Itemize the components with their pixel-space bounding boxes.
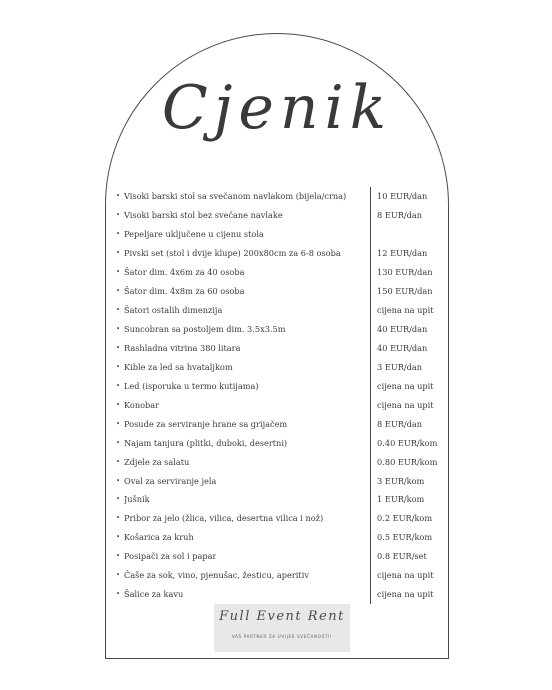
bullet-icon: • <box>116 457 121 466</box>
bullet-icon: • <box>116 381 121 390</box>
item-label: Košarica za kruh <box>124 532 194 543</box>
list-item <box>116 282 446 301</box>
bullet-icon: • <box>116 590 121 599</box>
brand-logo <box>214 604 350 652</box>
item-label: Konobar <box>124 399 160 410</box>
bullet-icon: • <box>116 571 121 580</box>
item-label: Šator dim. 4x8m za 60 osoba <box>124 286 245 297</box>
item-cell <box>116 191 363 201</box>
item-cell <box>116 476 363 486</box>
item-label: Suncobran sa postoljem dim. 3.5x3.5m <box>124 324 286 335</box>
list-item <box>116 301 446 320</box>
item-cell <box>116 570 363 580</box>
item-price: 0.5 EUR/kom <box>377 532 433 543</box>
list-item <box>116 244 446 263</box>
bullet-icon: • <box>116 287 121 296</box>
item-price: 0.40 EUR/kom <box>377 437 438 448</box>
item-cell <box>116 532 363 542</box>
item-cell <box>116 381 363 391</box>
item-label: Visoki barski stol bez svečane navlake <box>124 210 283 221</box>
item-cell <box>116 324 363 334</box>
item-price: 1 EUR/kom <box>377 494 425 505</box>
item-price: 40 EUR/dan <box>377 324 428 335</box>
item-label: Pivski set (stol i dvije klupe) 200x80cm za 6-8 osoba <box>124 248 341 259</box>
item-cell <box>116 438 363 448</box>
item-cell <box>116 589 363 599</box>
item-label: Kible za led sa hvataljkom <box>124 361 233 372</box>
item-cell <box>116 286 363 296</box>
item-price: 130 EUR/dan <box>377 267 433 278</box>
item-cell <box>116 551 363 561</box>
item-cell <box>116 210 363 220</box>
item-price: 40 EUR/dan <box>377 342 428 353</box>
item-label: Najam tanjura (plitki, duboki, desertni) <box>124 437 288 448</box>
logo-name: Full Event Rent <box>219 609 345 624</box>
page-title: Cjenik <box>161 73 393 143</box>
item-label: Visoki barski stol sa svečanom navlakom (bijela/crna) <box>124 191 347 202</box>
bullet-icon: • <box>116 325 121 334</box>
list-item <box>116 414 446 433</box>
list-item <box>116 509 446 528</box>
item-price: 10 EUR/dan <box>377 191 428 202</box>
bullet-icon: • <box>116 192 121 201</box>
bullet-icon: • <box>116 400 121 409</box>
item-cell <box>116 457 363 467</box>
list-item <box>116 187 446 206</box>
bullet-icon: • <box>116 419 121 428</box>
item-cell <box>116 400 363 410</box>
item-label: Oval za serviranje jela <box>124 475 217 486</box>
list-item <box>116 376 446 395</box>
item-price: 8 EUR/dan <box>377 418 423 429</box>
bullet-icon: • <box>116 343 121 352</box>
list-item <box>116 339 446 358</box>
list-item <box>116 452 446 471</box>
item-price: cijena na upit <box>377 570 434 581</box>
list-item <box>116 566 446 585</box>
item-cell <box>116 267 363 277</box>
bullet-icon: • <box>116 495 121 504</box>
item-label: Šator dim. 4x6m za 40 osoba <box>124 267 245 278</box>
item-label: Šatori ostalih dimenzija <box>124 305 223 316</box>
item-label: Jušnik <box>124 494 150 505</box>
item-label: Posude za serviranje hrane sa grijačem <box>124 418 288 429</box>
item-price: 12 EUR/dan <box>377 248 428 259</box>
bullet-icon: • <box>116 476 121 485</box>
list-item <box>116 528 446 547</box>
item-cell <box>116 494 363 504</box>
item-price: cijena na upit <box>377 305 434 316</box>
item-cell <box>116 248 363 258</box>
item-cell <box>116 513 363 523</box>
bullet-icon: • <box>116 249 121 258</box>
bullet-icon: • <box>116 268 121 277</box>
item-label: Čaše za sok, vino, pjenušac, žesticu, aperitiv <box>124 570 309 581</box>
item-cell <box>116 343 363 353</box>
item-price: cijena na upit <box>377 589 434 600</box>
item-price: cijena na upit <box>377 399 434 410</box>
bullet-icon: • <box>116 514 121 523</box>
logo-tagline: VAŠ PARTNER ZA UVIJEK SVEČANOSTI! <box>231 634 333 639</box>
list-item <box>116 547 446 566</box>
list-item <box>116 263 446 282</box>
price-list <box>116 187 446 604</box>
list-item <box>116 206 446 225</box>
item-cell <box>116 229 363 239</box>
item-price: 3 EUR/dan <box>377 361 423 372</box>
bullet-icon: • <box>116 362 121 371</box>
item-label: Pepeljare uključene u cijenu stola <box>124 229 264 240</box>
item-label: Šalice za kavu <box>124 589 184 600</box>
item-label: Pribor za jelo (žlica, vilica, desertna vilica i nož) <box>124 513 324 524</box>
bullet-icon: • <box>116 438 121 447</box>
item-price: 0.80 EUR/kom <box>377 456 438 467</box>
item-label: Led (isporuka u termo kutijama) <box>124 380 259 391</box>
list-item <box>116 433 446 452</box>
item-price: cijena na upit <box>377 380 434 391</box>
list-item <box>116 225 446 244</box>
item-cell <box>116 419 363 429</box>
bullet-icon: • <box>116 230 121 239</box>
bullet-icon: • <box>116 552 121 561</box>
list-item <box>116 357 446 376</box>
item-price: 3 EUR/kom <box>377 475 425 486</box>
list-item <box>116 320 446 339</box>
item-cell <box>116 305 363 315</box>
list-item <box>116 585 446 604</box>
item-price: 8 EUR/dan <box>377 210 423 221</box>
item-cell <box>116 362 363 372</box>
list-item <box>116 395 446 414</box>
item-label: Zdjele za salatu <box>124 456 190 467</box>
item-price: 0.2 EUR/kom <box>377 513 433 524</box>
bullet-icon: • <box>116 211 121 220</box>
bullet-icon: • <box>116 533 121 542</box>
bullet-icon: • <box>116 306 121 315</box>
list-item <box>116 471 446 490</box>
item-price: 150 EUR/dan <box>377 286 433 297</box>
list-item <box>116 490 446 509</box>
item-price: 0.8 EUR/set <box>377 551 427 562</box>
item-label: Posipači za sol i papar <box>124 551 217 562</box>
item-label: Rashladna vitrina 380 litara <box>124 342 241 353</box>
